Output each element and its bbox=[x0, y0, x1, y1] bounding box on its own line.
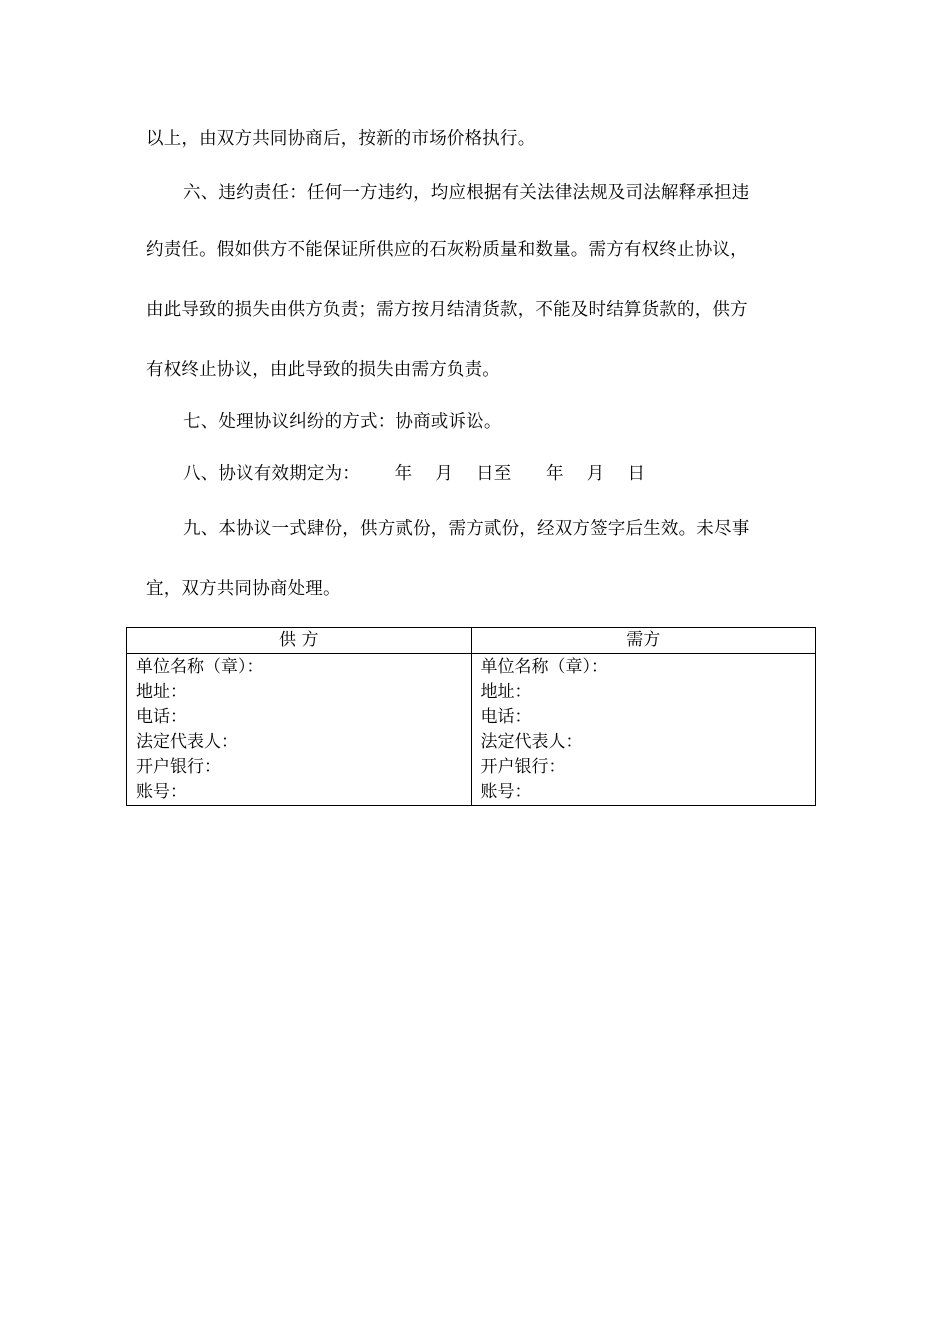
buyer-phone-field: 电话： bbox=[480, 707, 532, 727]
buyer-bank-field: 开户银行： bbox=[480, 757, 566, 777]
paragraph-line: 六、违约责任：任何一方违约，均应根据有关法律法规及司法解释承担违 bbox=[183, 183, 750, 203]
paragraph-line: 有权终止协议，由此导致的损失由需方负责。 bbox=[146, 360, 500, 380]
supplier-header: 供 方 bbox=[127, 628, 472, 654]
supplier-address-field: 地址： bbox=[136, 682, 187, 702]
buyer-address-field: 地址： bbox=[480, 682, 532, 702]
buyer-header: 需方 bbox=[471, 628, 816, 654]
buyer-account-field: 账号： bbox=[480, 782, 532, 802]
supplier-info-cell bbox=[127, 654, 472, 806]
paragraph-line: 八、协议有效期定为： 年 月 日至 年 月 日 bbox=[183, 464, 646, 484]
buyer-legal-rep-field: 法定代表人： bbox=[480, 732, 583, 752]
buyer-info-cell bbox=[471, 654, 816, 806]
paragraph-line: 约责任。假如供方不能保证所供应的石灰粉质量和数量。需方有权终止协议， bbox=[146, 240, 748, 260]
paragraph-line: 九、本协议一式肆份，供方贰份，需方贰份，经双方签字后生效。未尽事 bbox=[183, 519, 750, 539]
paragraph-line: 由此导致的损失由供方负责；需方按月结清货款，不能及时结算货款的，供方 bbox=[146, 300, 748, 320]
supplier-bank-field: 开户银行： bbox=[136, 757, 221, 777]
parties-table bbox=[126, 627, 816, 806]
supplier-legal-rep-field: 法定代表人： bbox=[136, 732, 238, 752]
paragraph-line: 七、处理协议纠纷的方式：协商或诉讼。 bbox=[183, 412, 502, 432]
supplier-phone-field: 电话： bbox=[136, 707, 187, 727]
table-row bbox=[127, 654, 816, 806]
buyer-company-name-field: 单位名称（章）： bbox=[480, 657, 608, 677]
supplier-company-name-field: 单位名称（章）： bbox=[136, 657, 264, 677]
paragraph-line: 以上，由双方共同协商后，按新的市场价格执行。 bbox=[146, 129, 536, 149]
table-header-row bbox=[127, 628, 816, 654]
paragraph-line: 宜，双方共同协商处理。 bbox=[146, 579, 341, 599]
supplier-account-field: 账号： bbox=[136, 782, 187, 802]
